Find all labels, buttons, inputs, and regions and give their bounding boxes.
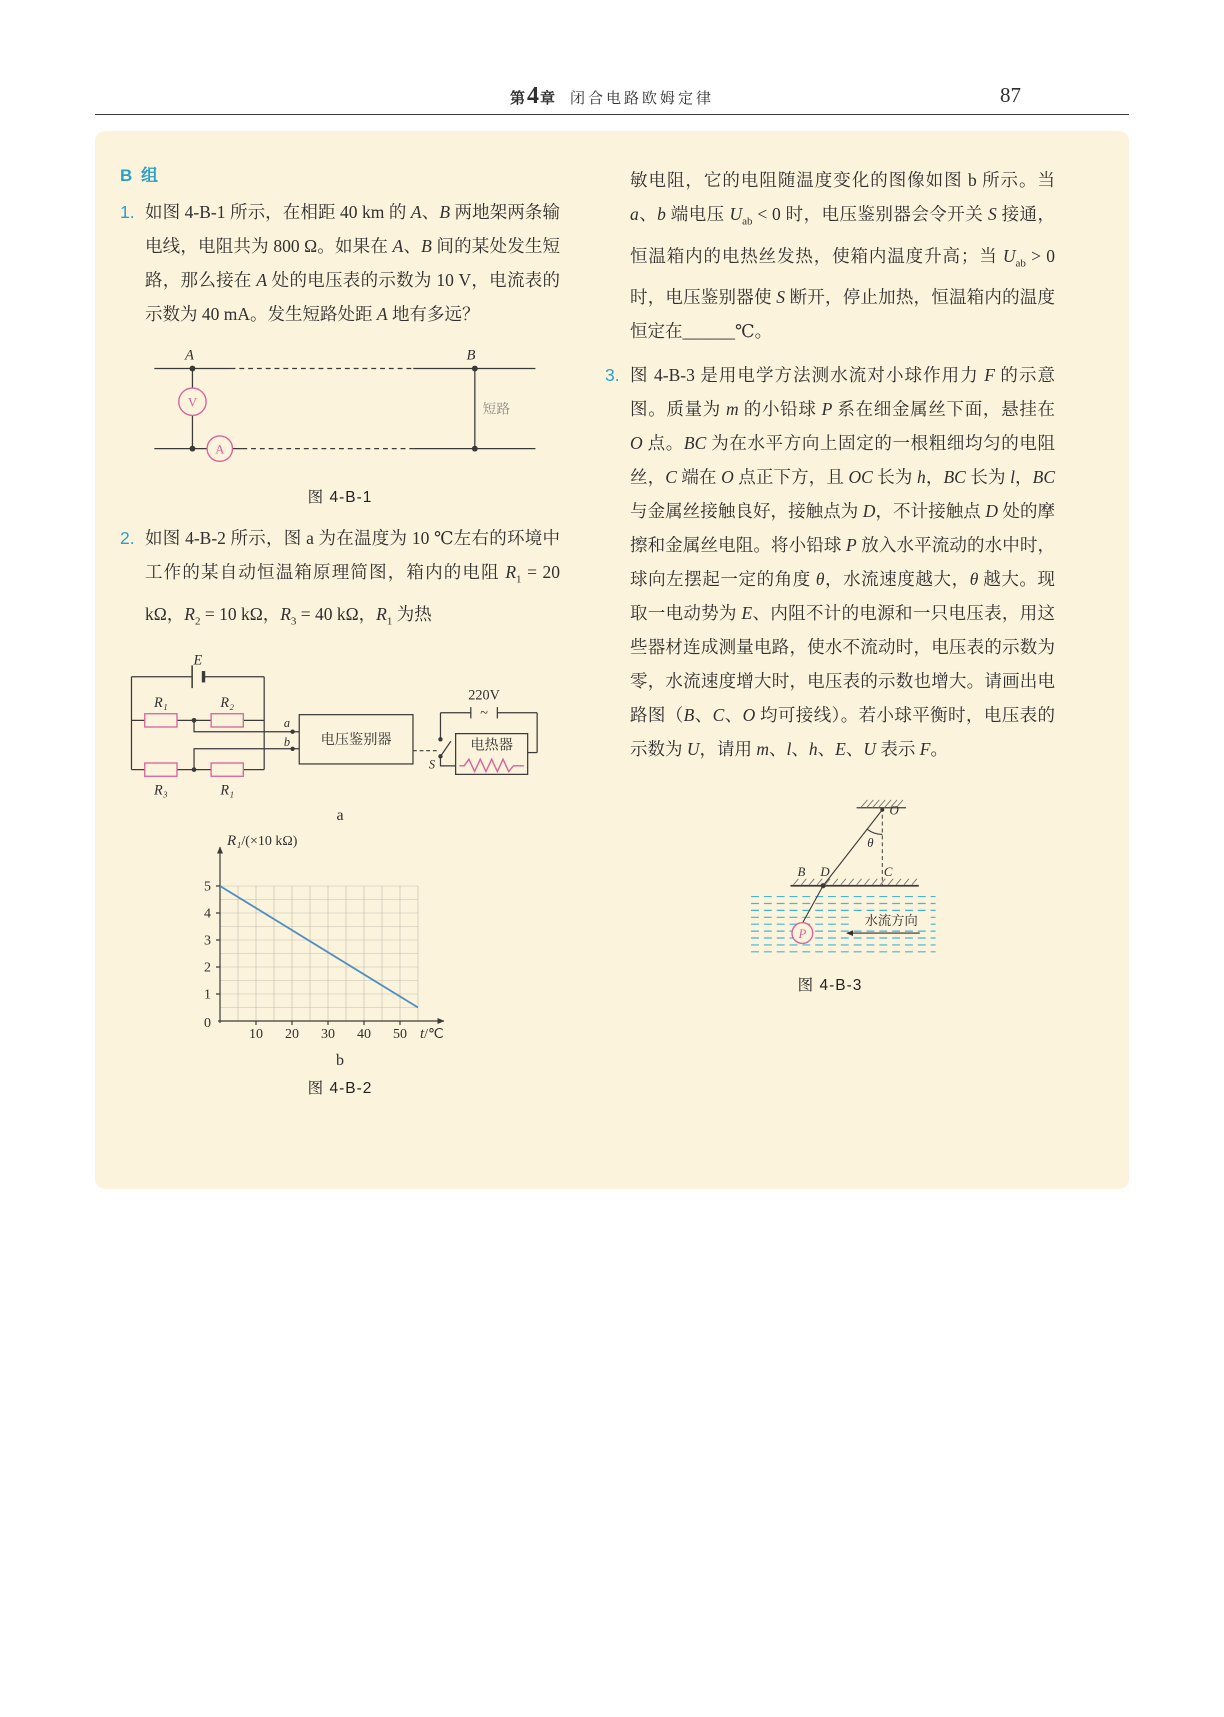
resistor-r1-top — [145, 714, 177, 727]
battery-icon — [131, 665, 264, 688]
fig1-label-a: A — [185, 347, 194, 364]
problem-1-text: 如图 4-B-1 所示，在相距 40 km 的 A、B 两地架两条输电线，电阻共为 800 Ω。如果在 A、B 间的某处发生短路，那么接在 A 处的电压表的示数为 10 V，电流表的示数为 40 mA。发生短路处距 A 地有多远？ — [145, 202, 561, 324]
problem-3-number: 3. — [605, 365, 620, 385]
x-tick-labels — [249, 1027, 407, 1042]
fig1-short-circuit-label: 短路 — [482, 401, 511, 417]
svg-text:4: 4 — [204, 906, 211, 922]
graph-grid — [220, 886, 418, 1021]
flow-direction-label: 水流方向 — [864, 913, 918, 929]
svg-text:20: 20 — [285, 1026, 299, 1042]
resistor-r3 — [145, 763, 177, 776]
content-panel — [95, 131, 1129, 1189]
figure-4-b-2b — [120, 831, 560, 1098]
header-rule — [95, 114, 1129, 115]
point-o-label: O — [889, 803, 899, 818]
lead-ball-label: P — [798, 927, 807, 942]
problem-1-number: 1. — [120, 202, 135, 222]
y-axis-label: R₁/(×10 kΩ) — [227, 832, 298, 849]
svg-text:1: 1 — [204, 987, 211, 1003]
bc-hatches — [793, 879, 916, 885]
chapter-heading — [95, 80, 1129, 115]
chapter-suffix: 章 — [539, 91, 556, 107]
origin-label: 0 — [204, 1015, 211, 1031]
fig1-label-b: B — [466, 347, 476, 364]
figure-4-b-2-caption: 图 4-B-2 — [307, 1079, 373, 1097]
svg-text:3: 3 — [204, 933, 211, 949]
svg-text:2: 2 — [204, 960, 211, 976]
x-axis-label: t/℃ — [420, 1025, 444, 1042]
point-c-label: C — [883, 864, 893, 879]
figure-4-b-2a-circuit — [122, 654, 558, 802]
axis-ticks — [216, 886, 400, 1025]
figure-4-b-2a-sublabel: a — [336, 806, 344, 824]
group-label: B 组 — [120, 166, 160, 185]
figure-4-b-1-caption: 图 4-B-1 — [307, 489, 373, 507]
figure-4-b-2a — [120, 654, 560, 825]
right-column — [605, 161, 1055, 1189]
theta-arc — [867, 829, 882, 834]
page-header — [95, 80, 1129, 112]
point-b-label: B — [797, 864, 806, 879]
resistor-r2 — [211, 714, 243, 727]
r3-label: R₃ — [154, 782, 168, 799]
problem-2 — [120, 521, 560, 638]
figure-4-b-3-caption: 图 4-B-3 — [797, 976, 863, 994]
supply-label: 220V — [468, 687, 500, 704]
problem-2-text: 如图 4-B-2 所示，图 a 为在温度为 10 ℃左右的环境中工作的某自动恒温箱原理简图，箱内的电阻 $R_1 = 20$ kΩ，$R_2 = 10$ kΩ，$R_3 = 40$ kΩ，$R_1$ 为热 — [145, 528, 560, 628]
svg-text:5: 5 — [204, 879, 211, 895]
r1-top-label: R₁ — [154, 695, 168, 712]
switch-icon — [438, 737, 451, 758]
problem-2-continued-text: 敏电阻，它的电阻随温度变化的图像如图 b 所示。当 a、b 端电压 $U_{ab} < 0$ 时，电压鉴别器会令开关 S 接通，恒温箱内的电热丝发热，使箱内温度升高；当 $U_{ab} > 0$ 时，电压鉴别器使 S 断开，停止加热，恒温箱内的温度恒定在______℃。 — [630, 170, 1056, 341]
resistor-r1-bottom — [211, 763, 243, 776]
battery-label: E — [193, 654, 203, 669]
svg-text:50: 50 — [393, 1026, 407, 1042]
theta-label: θ — [867, 836, 874, 851]
problem-1 — [120, 195, 560, 331]
figure-4-b-2b-sublabel: b — [336, 1051, 344, 1069]
chapter-title: 闭合电路欧姆定律 — [570, 91, 715, 107]
chapter-number: 4 — [526, 83, 539, 109]
r1-bottom-label: R₁ — [220, 782, 235, 799]
ac-symbol: ~ — [480, 705, 488, 722]
terminal-a-label: a — [283, 716, 291, 731]
problem-3-text: 图 4-B-3 是用电学方法测水流对小球作用力 F 的示意图。质量为 m 的小铅球 P 系在细金属丝下面，悬挂在 O 点。BC 为在水平方向上固定的一根粗细均匀的电阻丝，C 端在 O 点正下方，且 OC 长为 h，BC 长为 l，BC 与金属丝接触良好，接触点为 D，不计接触点 D 处的摩擦和金属丝电阻。将小铅球 P 放入水平流动的水中时，球向左摆起一定的角度 θ，水流速度越大，θ 越大。现取一电动势为 E、内阻不计的电源和一只电压表，用这些器材连成测量电路，使水不流动时，电压表的示数为零，水流速度增大时，电压表的示数也增大。请画出电路图（B、C、O 均可接线）。若小球平衡时，电压表的示数为 U，请用 m、l、h、E、U 表示 F。 — [630, 365, 1056, 759]
chapter-prefix: 第 — [509, 91, 526, 107]
figure-4-b-2b-graph — [180, 831, 500, 1047]
r2-label: R₂ — [220, 695, 235, 712]
svg-text:10: 10 — [249, 1026, 263, 1042]
figure-4-b-1 — [120, 347, 560, 507]
svg-text:30: 30 — [321, 1026, 335, 1042]
fig1-transmission-lines — [154, 368, 535, 448]
problem-2-number: 2. — [120, 528, 135, 549]
page-number: 87 — [1000, 83, 1021, 107]
discriminator-label: 电压鉴别器 — [320, 732, 392, 749]
point-d-dot — [821, 883, 826, 888]
point-d-label: D — [820, 864, 830, 879]
graph-line — [220, 886, 418, 1008]
problem-3 — [605, 358, 1055, 766]
terminal-b-label: b — [283, 734, 291, 749]
svg-text:40: 40 — [357, 1026, 371, 1042]
figure-4-b-3-diagram — [682, 792, 978, 962]
switch-label: S — [428, 757, 436, 772]
figure-4-b-1-diagram — [125, 347, 555, 474]
figure-4-b-3 — [605, 792, 1055, 995]
fig1-ammeter-label: A — [215, 442, 225, 457]
fig1-voltmeter-label: V — [187, 395, 198, 410]
heater-label: 电热器 — [470, 737, 513, 754]
fig1-junction-dots — [187, 366, 478, 452]
left-column — [120, 161, 560, 1189]
y-tick-labels — [204, 879, 211, 1031]
